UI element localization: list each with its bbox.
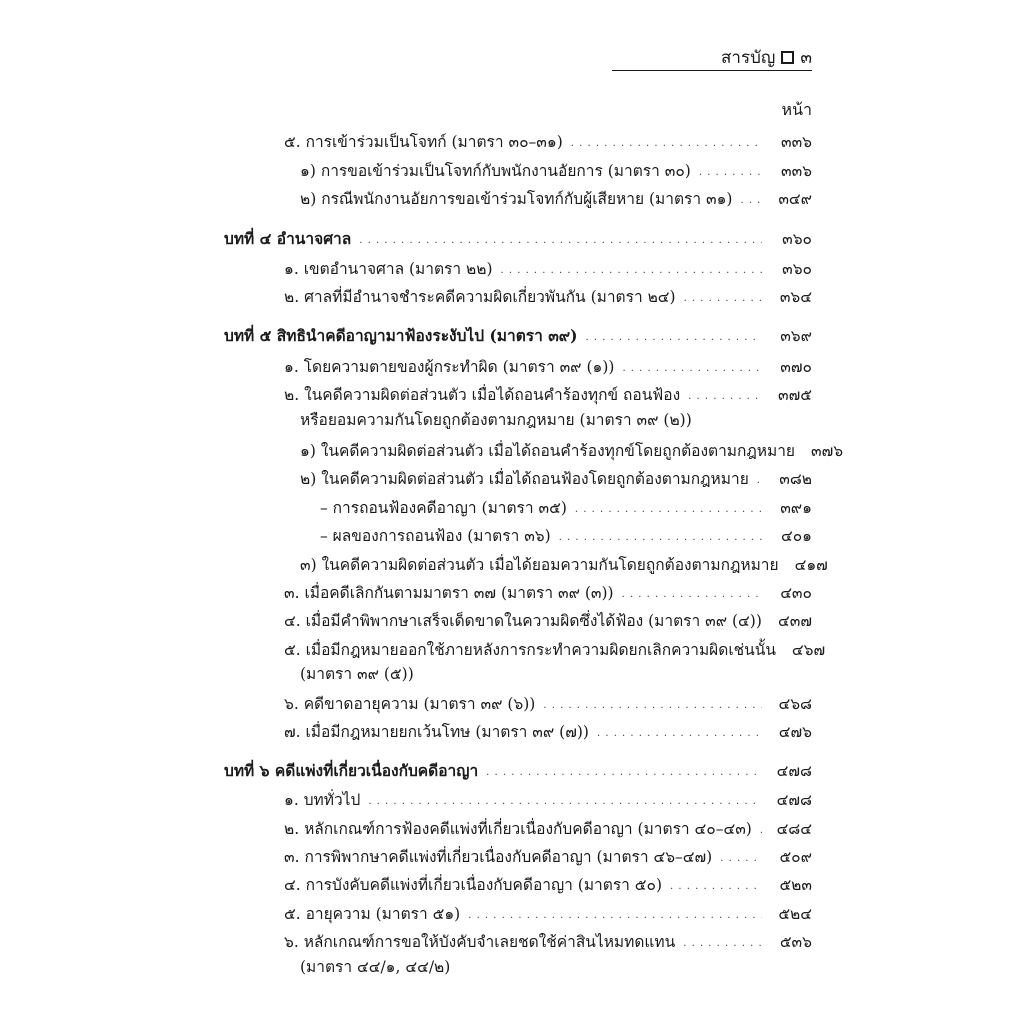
- entry-title: – การถอนฟ้องคดีอาญา (มาตรา ๓๕): [320, 499, 567, 517]
- dot-leader: [571, 138, 762, 149]
- entry-title: ๒. ศาลที่มีอำนาจชำระคดีความผิดเกี่ยวพันกัน (มาตรา ๒๔): [284, 288, 676, 306]
- dot-leader: [688, 391, 762, 402]
- page-column-label: หน้า: [781, 100, 812, 119]
- entry-page: ๔๗๘: [776, 791, 812, 809]
- toc-chapter: [224, 225, 812, 251]
- toc-entry: [284, 718, 812, 744]
- entry-page: ๓๙๑: [780, 499, 812, 517]
- entry-title: ๒. หลักเกณฑ์การฟ้องคดีแพ่งที่เกี่ยวเนื่องกับคดีอาญา (มาตรา ๔๐–๔๓): [284, 820, 752, 838]
- toc-entry: [284, 255, 812, 281]
- toc-entry: [300, 551, 828, 577]
- toc-entry: [284, 353, 812, 379]
- dot-leader: [740, 195, 762, 206]
- dot-leader: [559, 532, 762, 543]
- entry-page: ๓๖๔: [779, 288, 812, 306]
- entry-page: ๓๖๐: [782, 260, 812, 278]
- dot-leader: [622, 363, 762, 374]
- toc-entry: [300, 185, 812, 211]
- dot-leader: [501, 265, 763, 276]
- dot-leader: [684, 293, 762, 304]
- dot-leader: [359, 235, 762, 246]
- entry-title: ๕. เมื่อมีกฎหมายออกใช้ภายหลังการกระทำความผิดยกเลิกความผิดเช่นนั้น: [284, 641, 776, 659]
- toc-entry: [284, 636, 826, 662]
- dot-leader: [468, 910, 762, 921]
- header-title: สารบัญ: [721, 48, 776, 68]
- entry-page: ๔๐๑: [780, 527, 812, 545]
- toc-entry: [284, 843, 812, 869]
- entry-page: ๕๐๙: [779, 848, 812, 866]
- entry-page: ๓๘๒: [779, 470, 812, 488]
- entry-title: – ผลของการถอนฟ้อง (มาตรา ๓๖): [320, 527, 551, 545]
- dot-leader: [720, 853, 762, 864]
- entry-title: ๔. เมื่อมีคำพิพากษาเสร็จเด็ดขาดในความผิดซึ่งได้ฟ้อง (มาตรา ๓๙ (๔)): [284, 612, 762, 630]
- dot-leader: [670, 881, 762, 892]
- entry-title: ๑) ในคดีความผิดต่อส่วนตัว เมื่อได้ถอนคำร้องทุกข์โดยถูกต้องตามกฎหมาย: [300, 442, 796, 460]
- toc-chapter: [224, 757, 812, 783]
- entry-page: ๔๗๘: [776, 762, 812, 780]
- entry-title: ๒. ในคดีความผิดต่อส่วนตัว เมื่อได้ถอนคำร้องทุกข์ ถอนฟ้อง: [284, 386, 681, 404]
- entry-continuation: (มาตรา ๔๔/๑, ๔๔/๒): [300, 958, 451, 976]
- toc-entry: [284, 871, 812, 897]
- entry-page: ๔๖๘: [778, 695, 812, 713]
- dot-leader: [760, 825, 762, 836]
- entry-page: ๓๖๐: [782, 230, 812, 248]
- entry-title: ๓. การพิพากษาคดีแพ่งที่เกี่ยวเนื่องกับคดีอาญา (มาตรา ๔๖–๔๗): [284, 848, 713, 866]
- toc-entry: [284, 381, 812, 407]
- entry-title: ๑) การขอเข้าร่วมเป็นโจทก์กับพนักงานอัยการ (มาตรา ๓๐): [300, 162, 691, 180]
- entry-title: ๑. เขตอำนาจศาล (มาตรา ๒๒): [284, 260, 493, 278]
- entry-page: ๓๗๕: [778, 386, 812, 404]
- entry-page: ๓๖๙: [780, 327, 812, 345]
- entry-title: ๖. หลักเกณฑ์การขอให้บังคับจำเลยชดใช้ค่าสินไหมทดแทน: [284, 933, 676, 951]
- entry-page: ๔๑๗: [794, 556, 828, 574]
- dot-leader: [699, 167, 762, 178]
- entry-page: ๓๗๐: [780, 358, 812, 376]
- entry-page: ๕๒๔: [778, 905, 812, 923]
- toc-entry: [320, 494, 812, 520]
- entry-title: ๕. อายุความ (มาตรา ๕๑): [284, 905, 461, 923]
- dot-leader: [622, 589, 762, 600]
- toc-entry: [284, 786, 812, 812]
- header-rule: [612, 70, 812, 71]
- chapter-title: บทที่ ๔ อำนาจศาล: [224, 229, 352, 248]
- dot-leader: [757, 475, 762, 486]
- dot-leader: [683, 938, 762, 949]
- toc-entry: [284, 900, 812, 926]
- square-bullet-icon: [781, 51, 794, 64]
- toc-entry: [300, 437, 844, 463]
- chapter-title: บทที่ ๕ สิทธินำคดีอาญามาฟ้องระงับไป (มาตรา ๓๙): [224, 326, 578, 345]
- toc-chapter: [224, 322, 812, 348]
- header-page-number: ๓: [800, 48, 812, 68]
- toc-entry: [284, 607, 812, 633]
- toc-entry: [284, 579, 812, 605]
- entry-title: ๓. เมื่อคดีเลิกกันตามมาตรา ๓๗ (มาตรา ๓๙ (๓)): [284, 584, 614, 602]
- toc-entry: [300, 157, 812, 183]
- entry-page: ๓๗๖: [811, 442, 844, 460]
- entry-page: ๕๒๓: [779, 876, 812, 894]
- entry-page: ๕๓๖: [779, 933, 812, 951]
- entry-title: ๑. บททั่วไป: [284, 791, 361, 809]
- entry-page: ๔๖๗: [791, 641, 826, 659]
- toc-entry: [300, 465, 812, 491]
- entry-title: ๒) กรณีพนักงานอัยการขอเข้าร่วมโจทก์กับผู้เสียหาย (มาตรา ๓๑): [300, 190, 733, 208]
- dot-leader: [597, 728, 762, 739]
- running-header: [721, 44, 812, 71]
- entry-page: ๓๓๖: [780, 162, 812, 180]
- entry-title: ๗. เมื่อมีกฎหมายยกเว้นโทษ (มาตรา ๓๙ (๗)): [284, 723, 589, 741]
- entry-title: ๑. โดยความตายของผู้กระทำผิด (มาตรา ๓๙ (๑)): [284, 358, 615, 376]
- entry-title: ๓) ในคดีความผิดต่อส่วนตัว เมื่อได้ยอมความกันโดยถูกต้องตามกฎหมาย: [300, 556, 779, 574]
- toc-entry: [320, 522, 812, 548]
- dot-leader: [585, 332, 762, 343]
- entry-page: ๔๓๗: [778, 612, 812, 630]
- entry-continuation: หรือยอมความกันโดยถูกต้องตามกฎหมาย (มาตรา ๓๙ (๒)): [300, 411, 692, 429]
- entry-title: ๔. การบังคับคดีแพ่งที่เกี่ยวเนื่องกับคดีอาญา (มาตรา ๕๐): [284, 876, 663, 894]
- toc-entry: [284, 928, 812, 954]
- toc-entry: [284, 815, 812, 841]
- chapter-title: บทที่ ๖ คดีแพ่งที่เกี่ยวเนื่องกับคดีอาญา: [224, 761, 479, 780]
- entry-page: ๓๔๙: [778, 190, 812, 208]
- entry-page: ๔๓๐: [780, 584, 812, 602]
- toc-entry: [284, 128, 812, 154]
- dot-leader: [543, 700, 762, 711]
- entry-continuation: (มาตรา ๓๙ (๕)): [300, 665, 414, 683]
- entry-title: ๒) ในคดีความผิดต่อส่วนตัว เมื่อได้ถอนฟ้องโดยถูกต้องตามกฎหมาย: [300, 470, 749, 488]
- entry-title: ๕. การเข้าร่วมเป็นโจทก์ (มาตรา ๓๐–๓๑): [284, 133, 563, 151]
- dot-leader: [486, 767, 762, 778]
- entry-page: ๓๓๖: [780, 133, 812, 151]
- dot-leader: [368, 796, 762, 807]
- toc-entry: [284, 690, 812, 716]
- entry-title: ๖. คดีขาดอายุความ (มาตรา ๓๙ (๖)): [284, 695, 536, 713]
- entry-page: ๔๗๖: [778, 723, 812, 741]
- dot-leader: [575, 504, 762, 515]
- entry-page: ๔๘๔: [776, 820, 812, 838]
- toc-entry: [284, 283, 812, 309]
